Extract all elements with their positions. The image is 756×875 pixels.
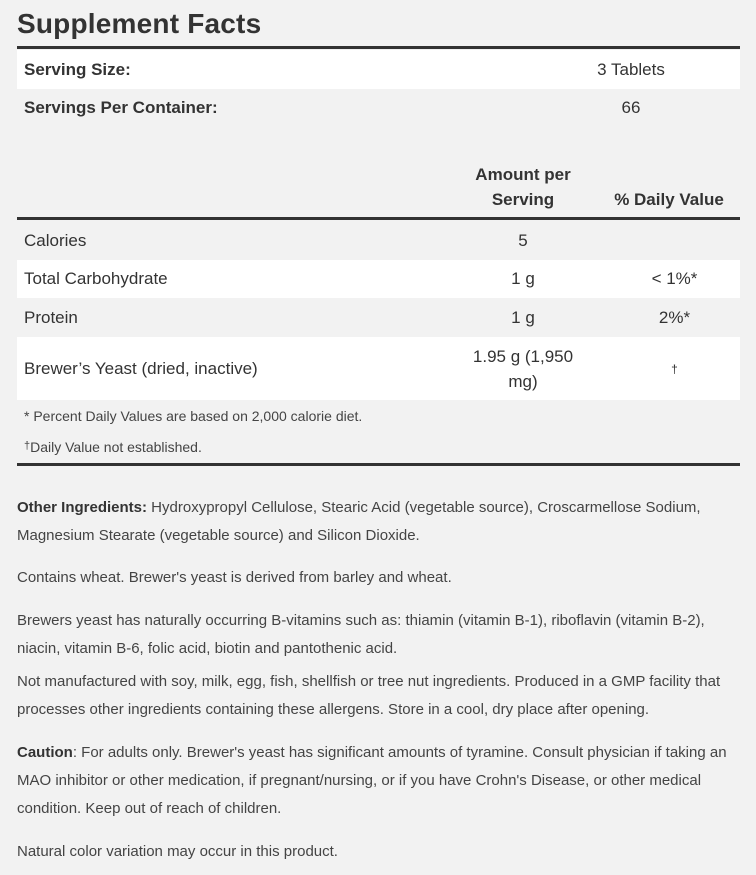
nutrient-name: Brewer’s Yeast (dried, inactive) [24,358,258,378]
nutrient-amount: 5 [518,230,528,250]
nutrient-dv [609,221,740,260]
dagger-footnote-text: Daily Value not established. [30,439,202,455]
nutrient-row-carbohydrate [17,260,740,298]
nutrient-row-brewers-yeast [17,337,740,400]
nutrient-name: Total Carbohydrate [24,269,168,288]
nutrient-amount-line2: mg) [508,371,538,391]
nutrient-dv: < 1%* [651,269,698,288]
percent-footnote: * Percent Daily Values are based on 2,000 calorie diet. [24,408,363,424]
page-title: Supplement Facts [17,8,262,39]
nutrient-name: Protein [24,307,78,327]
footer-divider [17,463,740,466]
nutrient-name: Calories [24,230,87,250]
dagger-footnote [24,439,202,455]
header-divider [17,217,740,220]
nutrient-amount: 1 g [511,307,535,327]
daily-value-header: % Daily Value [614,190,724,209]
color-variation-paragraph: Natural color variation may occur in this product. [17,843,338,860]
servings-per-container-label: Servings Per Container: [24,98,218,117]
nutrient-row-calories [17,221,740,260]
nutrient-row-protein [17,298,740,337]
other-ingredients-label: Other Ingredients: [17,499,148,516]
dagger-symbol: † [24,440,31,452]
serving-size-value: 3 Tablets [597,59,665,79]
amount-per-serving-header [437,162,609,212]
other-ingredients-paragraph [17,494,739,550]
caution-paragraph [17,739,739,823]
title-divider [17,46,740,49]
nutrient-dv: 2%* [658,307,691,327]
servings-per-container-value: 66 [621,98,641,117]
amount-header-line2: Serving [491,190,555,209]
caution-text: : For adults only. Brewer's yeast has significant amounts of tyramine. Consult physician if taking an MAO inhibitor or other medication, if pregnant/nursing, or if you have Crohn's Disease, or other medical condition. Keep out of reach of children. [17,744,727,817]
nutrient-amount-line1: 1.95 g (1,950 [472,346,574,366]
nutrient-amount [437,337,609,400]
serving-size-label: Serving Size: [24,59,131,79]
caution-label: Caution [17,744,73,761]
amount-header-line1: Amount per [475,165,571,184]
vitamins-paragraph: Brewers yeast has naturally occurring B-vitamins such as: thiamin (vitamin B-1), riboflavin (vitamin B-2), niacin, vitamin B-6, folic acid, biotin and pantothenic acid. [17,612,705,657]
nutrient-dv: † [671,361,678,376]
wheat-paragraph: Contains wheat. Brewer's yeast is derived from barley and wheat. [17,569,452,586]
other-ingredients-text: Hydroxypropyl Cellulose, Stearic Acid (vegetable source), Croscarmellose Sodium, Magnesium Stearate (vegetable source) and Silicon Dioxide. [17,499,701,544]
serving-size-row [17,50,740,89]
nutrient-amount: 1 g [511,269,535,288]
servings-per-container-row [17,89,740,127]
allergens-paragraph: Not manufactured with soy, milk, egg, fish, shellfish or tree nut ingredients. Produced in a GMP facility that processes other ingredients containing these allergens. Store in a cool, dry place after opening. [17,673,721,718]
